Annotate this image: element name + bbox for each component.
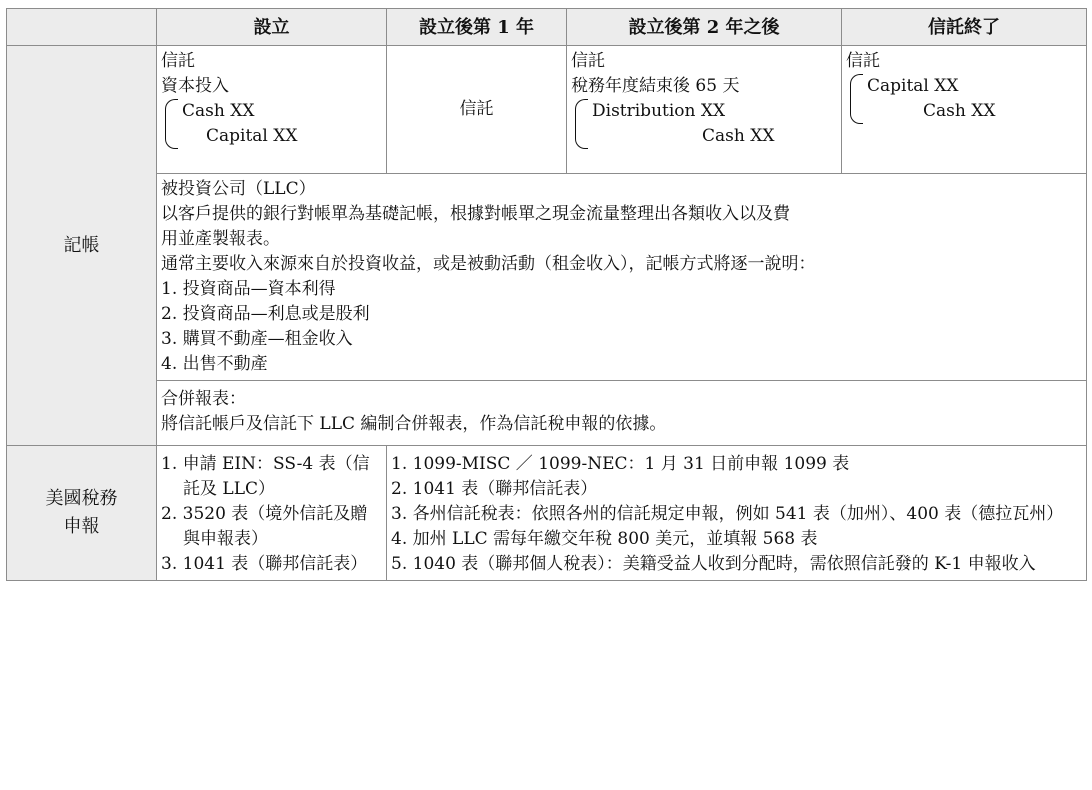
llc-row [7,174,1087,381]
bookkeeping-entries-row [7,46,1087,174]
header-year1: 設立後第 1 年 [387,9,567,46]
us-tax-row [7,446,1087,581]
year2plus-trust-label: 信託 [571,51,605,71]
year2plus-journal-entry [575,99,837,149]
termination-entry-cell [842,46,1087,174]
llc-desc-2: 用並產製報表。 [161,229,280,249]
header-setup: 設立 [157,9,387,46]
header-year2plus: 設立後第 2 年之後 [567,9,842,46]
consolidated-desc: 將信託帳戶及信託下 LLC 編制合併報表，作為信託稅申報的依據。 [161,414,667,434]
llc-cell [157,174,1087,381]
year2plus-credit-line: Cash XX [702,126,775,146]
brace-icon [850,74,863,124]
header-termination: 信託終了 [842,9,1087,46]
setup-trust-label: 信託 [161,51,195,71]
llc-item: 4. 出售不動產 [161,354,268,374]
consolidated-row [7,381,1087,446]
llc-title: 被投資公司（LLC） [161,179,316,199]
llc-desc-3: 通常主要收入來源來自於投資收益，或是被動活動（租金收入），記帳方式將逐一說明： [161,254,816,274]
setup-debit-line: Cash XX [182,101,255,121]
us-tax-later-item: 2. 1041 表（聯邦信託表） [391,479,598,499]
consolidated-cell [157,381,1087,446]
us-tax-setup-item: 2. 3520 表（境外信託及贈與申報表） [161,504,368,549]
termination-debit-line: Capital XX [867,76,959,96]
setup-credit-line: Capital XX [206,126,298,146]
llc-item: 2. 投資商品—利息或是股利 [161,304,370,324]
us-tax-setup-item: 1. 申請 EIN：SS-4 表（信託及 LLC） [161,454,370,499]
us-tax-label-line1: 美國稅務 [45,488,118,509]
termination-trust-label: 信託 [846,51,880,71]
trust-accounting-table [6,8,1087,581]
header-blank [7,9,157,46]
us-tax-later-item: 4. 加州 LLC 需每年繳交年稅 800 美元，並填報 568 表 [391,529,818,549]
setup-journal-entry [165,99,382,149]
brace-icon [165,99,178,149]
us-tax-setup-item: 3. 1041 表（聯邦信託表） [161,554,368,574]
us-tax-setup-cell [157,446,387,581]
us-tax-later-item: 5. 1040 表（聯邦個人稅表）：美籍受益人收到分配時，需依照信託發的 K-1 申報收入 [391,554,1036,574]
us-tax-label [7,446,157,581]
consolidated-title: 合併報表： [161,389,246,409]
year1-entry-cell: 信託 [387,46,567,174]
bookkeeping-label: 記帳 [7,46,157,446]
us-tax-later-cell [387,446,1087,581]
year2plus-timing: 稅務年度結束後 65 天 [571,76,740,96]
header-row [7,9,1087,46]
brace-icon [575,99,588,149]
us-tax-label-line2: 申報 [63,516,100,537]
llc-item: 3. 購買不動產—租金收入 [161,329,353,349]
llc-item: 1. 投資商品—資本利得 [161,279,336,299]
termination-credit-line: Cash XX [923,101,996,121]
us-tax-later-item: 1. 1099-MISC ／ 1099-NEC：1 月 31 日前申報 1099 表 [391,454,850,474]
termination-journal-entry [850,74,1082,124]
us-tax-later-item: 3. 各州信託稅表：依照各州的信託規定申報，例如 541 表（加州）、400 表（德拉瓦州） [391,504,1064,524]
setup-entry-cell [157,46,387,174]
year2plus-entry-cell [567,46,842,174]
setup-capital-input: 資本投入 [161,76,229,96]
year2plus-debit-line: Distribution XX [592,101,726,121]
llc-desc-1: 以客戶提供的銀行對帳單為基礎記帳，根據對帳單之現金流量整理出各類收入以及費 [161,204,790,224]
